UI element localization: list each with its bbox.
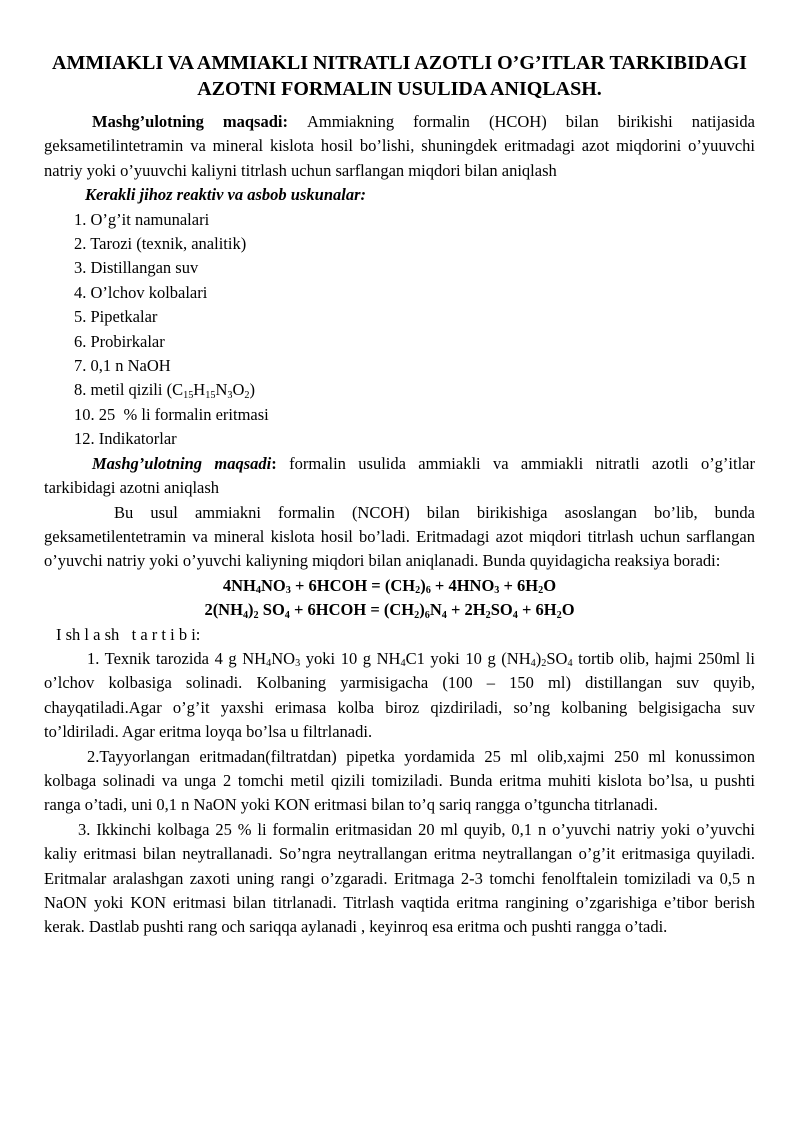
equipment-item-8: 8. metil qizili $(C_{15}H_{15}N_3O_2)$ <box>74 380 255 402</box>
procedure-step-1: 1. Texnik tarozida 4 g $NH_4NO_3$ yoki 10 g $NH_4C1$ yoki 10 g $(NH_4)_2SO_4$ tortib olib, hajmi 250ml li o’lchov kolbasiga solinadi. Kolbaning yarmisigacha (100 – 150 ml) distillangan suv quyib, chayqatiladi.Agar o’g’it yaxshi erimasa kolba biroz qizdiriladi, so’ng kolbaning belgisigacha suv to’ldiriladi. Agar eritma loyqa bo’lsa u filtrlanadi. <box>44 648 755 742</box>
equipment-list <box>44 208 755 452</box>
method-intro-paragraph: Bu usul ammiakni formalin (NCOH) bilan birikishiga asoslangan bo’lib, bunda geksametilentetramin va mineral kislota hosil bo’ladi. Eritmadagi azot miqdori titrlash uchun sarflangan o’yuvchi natriy yoki o’yuvchi kaliyning miqdori bilan aniqlanadi. Bunda quyidagicha reaksiya boradi: <box>44 502 755 571</box>
reaction-equation-2: $2(NH_4)_2$ $SO_4$ + 6HCOH = $(CH_2)_6N_4 + 2H_2SO_4 + 6H_2O$ <box>204 600 575 621</box>
procedure-heading: I sh l a sh t a r t i b i: <box>56 624 201 644</box>
equipment-item-2: 2. Tarozi (texnik, analitik) <box>74 234 247 254</box>
equipment-heading: Kerakli jihoz reaktiv va asbob uskunalar: <box>85 185 366 205</box>
purpose-paragraph-1: Mashg’ulotning maqsadi: Ammiakning formalin (HCOH) bilan birikishi natijasida geksametilintetramin va mineral kislota hosil bo’lishi, shuningdek eritmadagi azot miqdorini o’yuuvchi natriy yoki o’yuuvchi kaliyni titrlash uchun sarflangan miqdori bilan aniqlash <box>44 112 755 180</box>
equipment-item-10: 10. 25 % li formalin eritmasi <box>74 404 269 424</box>
equipment-item-12: 12. Indikatorlar <box>74 429 177 449</box>
equipment-item-3: 3. Distillangan suv <box>74 258 199 278</box>
document-title <box>44 50 755 102</box>
equipment-item-6: 6. Probirkalar <box>74 331 165 351</box>
equipment-item-1: 1. O’g’it namunalari <box>74 209 210 229</box>
procedure-step-3: 3. Ikkinchi kolbaga 25 % li formalin eritmasidan 20 ml quyib, 0,1 n o’yuvchi natriy yoki o’yuvchi kaliy eritmasi bilan neytrallanadi. So’ngra neytrallangan eritma neytrallangan o’g’it eritmasiga quyiladi. Eritmalar aralashgan zaxoti uning rangi o’zgaradi. Eritmaga 2-3 tomchi fenolftalein tomiziladi va 0,5 n NaON yoki KON eritmasi bilan titrlanadi. Titrlash vaqtida eritma rangining o’zgarishiga e’tibor berish kerak. Dastlab pushti rang och sariqqa aylanadi , keyinroq esa eritma och pushti rangga o’tadi. <box>44 819 755 937</box>
reaction-equation-1: $4NH_4NO_3$ + 6HCOH = $(CH_2)_6 + 4HNO_3 + 6H_2O$ <box>222 575 557 597</box>
title-line-2: AZOTNI FORMALIN USULIDA ANIQLASH. <box>197 78 602 100</box>
equipment-item-5: 5. Pipetkalar <box>74 307 158 327</box>
equipment-item-7: 7. 0,1 n NaOH <box>74 356 171 376</box>
purpose-paragraph-2: Mashg’ulotning maqsadi: formalin usulida ammiakli va ammiakli nitratli azotli o’g’itlar tarkibidagi azotni aniqlash <box>44 453 756 498</box>
equipment-item-4: 4. O’lchov kolbalari <box>74 282 208 302</box>
procedure-step-2: 2.Tayyorlangan eritmadan(filtratdan) pipetka yordamida 25 ml olib,xajmi 250 ml konussimon kolbaga solinadi va unga 2 tomchi metil qizili tomiziladi. Bunda eritma muhiti kislota bo’lsa, u pushti ranga o’tadi, uni 0,1 n NaON yoki KON eritmasi bilan to’q sariq rangga o’tguncha titrlanadi. <box>44 746 755 815</box>
title-line-1: AMMIAKLI VA AMMIAKLI NITRATLI AZOTLI O’G’ITLAR TARKIBIDAGI <box>52 52 747 74</box>
